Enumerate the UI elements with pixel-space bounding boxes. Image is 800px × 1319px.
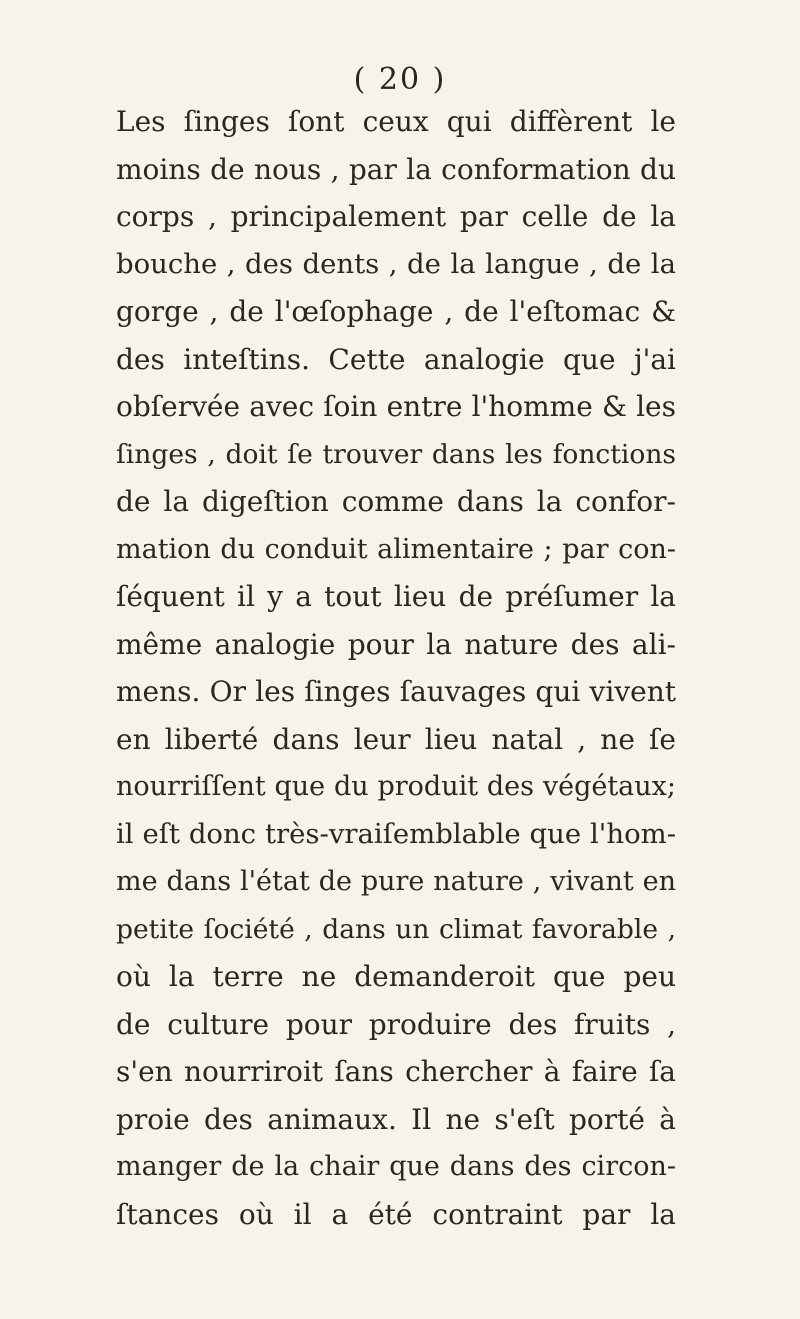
text-line: petite ſociété , dans un climat favorable ,	[116, 913, 676, 945]
text-line: bouche , des dents , de la langue , de la	[116, 247, 676, 280]
text-line: même analogie pour la nature des ali-	[116, 627, 676, 661]
text-line: proie des animaux. Il ne s'eſt porté à	[116, 1102, 676, 1136]
body-text	[116, 98, 676, 1238]
text-line: corps , principalement par celle de la	[116, 200, 676, 233]
text-line: gorge , de l'œſophage , de l'eſtomac &	[116, 295, 676, 328]
page-number: ( 20 )	[353, 62, 447, 97]
text-line: s'en nourriroit ſans chercher à faire ſa	[116, 1055, 676, 1088]
text-line: me dans l'état de pure nature , vivant en	[116, 866, 676, 897]
text-line: ſtances où il a été contraint par la	[116, 1197, 676, 1231]
text-line: manger de la chair que dans des circon-	[116, 1151, 676, 1182]
text-line: mens. Or les ſinges ſauvages qui vivent	[116, 675, 676, 708]
text-line: il eſt donc très-vraiſemblable que l'hom-	[116, 817, 676, 850]
text-line: où la terre ne demanderoit que peu	[116, 960, 676, 993]
text-line: des inteſtins. Cette analogie que j'ai	[116, 342, 676, 376]
text-line: nourriſſent que du produit des végétaux;	[116, 771, 676, 802]
text-line: de culture pour produire des fruits ,	[116, 1007, 676, 1041]
text-line: ſéquent il y a tout lieu de préſumer la	[116, 580, 676, 613]
text-line: ſinges , doit ſe trouver dans les fonctions	[116, 438, 676, 470]
text-line: Les ſinges ſont ceux qui diffèrent le	[116, 105, 676, 138]
text-line: de la digeſtion comme dans la confor-	[116, 485, 676, 518]
text-line: en liberté dans leur lieu natal , ne ſe	[116, 722, 676, 756]
text-line: mation du conduit alimentaire ; par con-	[116, 533, 676, 565]
text-line: moins de nous , par la conformation du	[116, 152, 676, 186]
text-line: obſervée avec ſoin entre l'homme & les	[116, 390, 676, 423]
